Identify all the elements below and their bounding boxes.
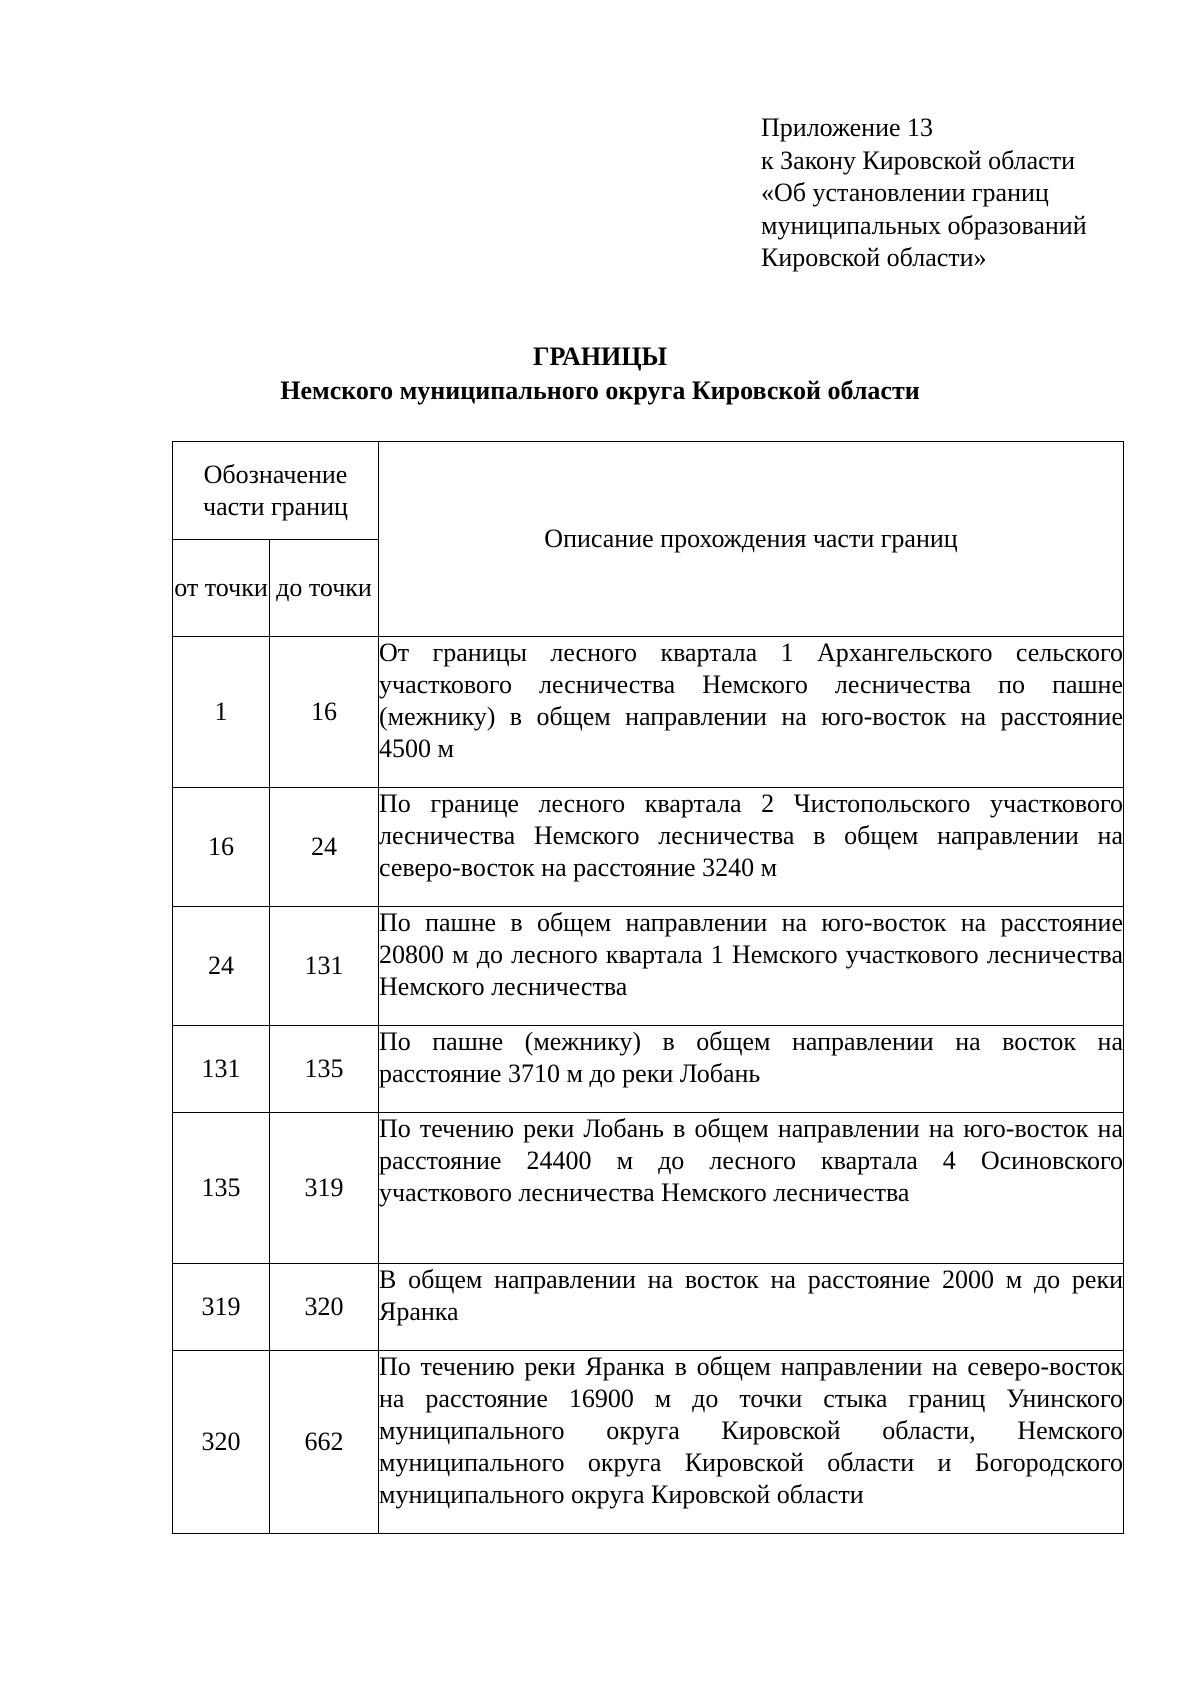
- description-cell: По пашне в общем направлении на юго-восток на расстояние 20800 м до лесного квартала 1 Немского участкового лесничества Немского лесничества: [379, 907, 1124, 1026]
- table-row: [173, 1351, 1124, 1534]
- description-cell: В общем направлении на восток на расстояние 2000 м до реки Яранка: [379, 1264, 1124, 1351]
- from-point-cell: 1: [173, 637, 270, 788]
- from-point-cell: 131: [173, 1026, 270, 1113]
- table-row: [173, 1026, 1124, 1113]
- table-row: [173, 637, 1124, 788]
- from-point-cell: 135: [173, 1113, 270, 1264]
- to-point-cell: 24: [270, 788, 379, 907]
- annex-line: Приложение 13: [761, 113, 934, 142]
- annex-line: к Закону Кировской области: [761, 145, 1075, 175]
- description-cell: По течению реки Лобань в общем направлении на юго-восток на расстояние 24400 м до лесного квартала 4 Осиновского участкового лесничества Немского лесничества: [379, 1113, 1124, 1264]
- to-point-cell: 131: [270, 907, 379, 1026]
- to-point-cell: 319: [270, 1113, 379, 1264]
- document-title: [0, 340, 1200, 408]
- description-cell: По границе лесного квартала 2 Чистопольского участкового лесничества Немского лесничества в общем направлении на северо-восток на расстояние 3240 м: [379, 788, 1124, 907]
- to-point-cell: 662: [270, 1351, 379, 1534]
- table-row: [173, 907, 1124, 1026]
- from-point-cell: 16: [173, 788, 270, 907]
- description-cell: По течению реки Яранка в общем направлении на северо-восток на расстояние 16900 м до точки стыка границ Унинского муниципального округа Кировской области, Немского муниципального округа Кировской области и Богородского муниципального округа Кировской области: [379, 1351, 1124, 1534]
- header-to-point: до точки: [270, 540, 379, 637]
- boundary-table: [172, 441, 1124, 1534]
- title-line-2: Немского муниципального округа Кировской области: [280, 376, 920, 405]
- header-from-point: от точки: [173, 540, 270, 637]
- from-point-cell: 320: [173, 1351, 270, 1534]
- header-designation: Обозначение части границ: [173, 442, 379, 540]
- to-point-cell: 320: [270, 1264, 379, 1351]
- table-row: [173, 788, 1124, 907]
- table-row: [173, 1113, 1124, 1264]
- annex-reference: [761, 112, 1087, 275]
- from-point-cell: 319: [173, 1264, 270, 1351]
- description-cell: От границы лесного квартала 1 Архангельского сельского участкового лесничества Немского лесничества по пашне (межнику) в общем направлении на юго-восток на расстояние 4500 м: [379, 637, 1124, 788]
- description-cell: По пашне (межнику) в общем направлении на восток на расстояние 3710 м до реки Лобань: [379, 1026, 1124, 1113]
- header-description: Описание прохождения части границ: [379, 442, 1124, 637]
- to-point-cell: 16: [270, 637, 379, 788]
- to-point-cell: 135: [270, 1026, 379, 1113]
- annex-line: «Об установлении границ: [761, 178, 1049, 207]
- table-row: [173, 1264, 1124, 1351]
- title-line-1: ГРАНИЦЫ: [532, 342, 668, 371]
- annex-line: Кировской области»: [761, 243, 987, 272]
- from-point-cell: 24: [173, 907, 270, 1026]
- annex-line: муниципальных образований: [761, 210, 1087, 240]
